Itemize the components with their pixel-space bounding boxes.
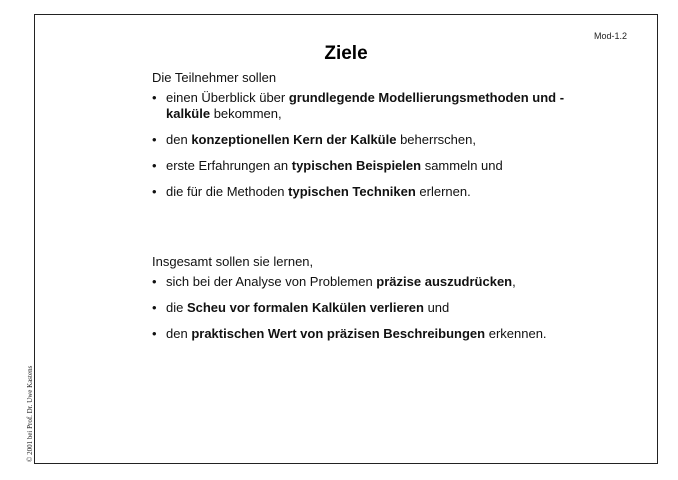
goal-text (166, 132, 476, 147)
goal-item (152, 90, 592, 122)
learn-item (152, 326, 592, 342)
learn-intro: Insgesamt sollen sie lernen, (152, 254, 314, 269)
plain-text: bekommen, (210, 106, 282, 121)
learn-item (152, 274, 592, 290)
emphasis-text: Scheu vor formalen Kalkülen verlieren (186, 300, 424, 315)
emphasis-text: grundlegende Modellierungsmethoden und -kalküle (166, 90, 565, 121)
bullet-icon: • (152, 132, 157, 147)
goal-item (152, 132, 592, 148)
plain-text: die für die Methoden (166, 184, 289, 199)
bullet-icon: • (152, 90, 157, 105)
learn-text (166, 326, 547, 341)
goals-list (152, 90, 592, 200)
plain-text: einen Überblick über (166, 90, 289, 105)
plain-text: erkennen. (485, 326, 547, 341)
learn-list (152, 274, 592, 342)
slide-title: Ziele (324, 43, 368, 64)
plain-text: , (512, 274, 516, 289)
goal-text (166, 184, 471, 199)
emphasis-text: typischen Beispielen (291, 158, 422, 173)
plain-text: erste Erfahrungen an (166, 158, 292, 173)
bullet-icon: • (152, 158, 157, 173)
plain-text: den (166, 326, 192, 341)
goals-intro: Die Teilnehmer sollen (152, 70, 277, 85)
emphasis-text: typischen Techniken (288, 184, 416, 199)
goal-item (152, 158, 592, 174)
slide-content (152, 66, 592, 352)
goal-text (166, 158, 503, 173)
plain-text: und (423, 300, 450, 315)
plain-text: beherrschen, (396, 132, 476, 147)
learn-item (152, 300, 592, 316)
plain-text: die (166, 300, 187, 315)
slide-id: Mod-1.2 (593, 31, 627, 41)
bullet-icon: • (152, 300, 157, 315)
plain-text: sich bei der Analyse von Problemen (166, 274, 377, 289)
emphasis-text: konzeptionellen Kern der Kalküle (191, 132, 397, 147)
emphasis-text: präzise auszudrücken (376, 274, 513, 289)
goal-item (152, 184, 592, 200)
copyright-notice: © 2001 bei Prof. Dr. Uwe Kastens (26, 365, 34, 462)
bullet-icon: • (152, 184, 157, 199)
plain-text: erlernen. (415, 184, 471, 199)
goal-text (166, 90, 564, 121)
learn-text (166, 274, 516, 289)
plain-text: den (166, 132, 192, 147)
bullet-icon: • (152, 326, 157, 341)
bullet-icon: • (152, 274, 157, 289)
learn-text (166, 300, 449, 315)
emphasis-text: praktischen Wert von präzisen Beschreibungen (191, 326, 486, 341)
plain-text: sammeln und (421, 158, 503, 173)
